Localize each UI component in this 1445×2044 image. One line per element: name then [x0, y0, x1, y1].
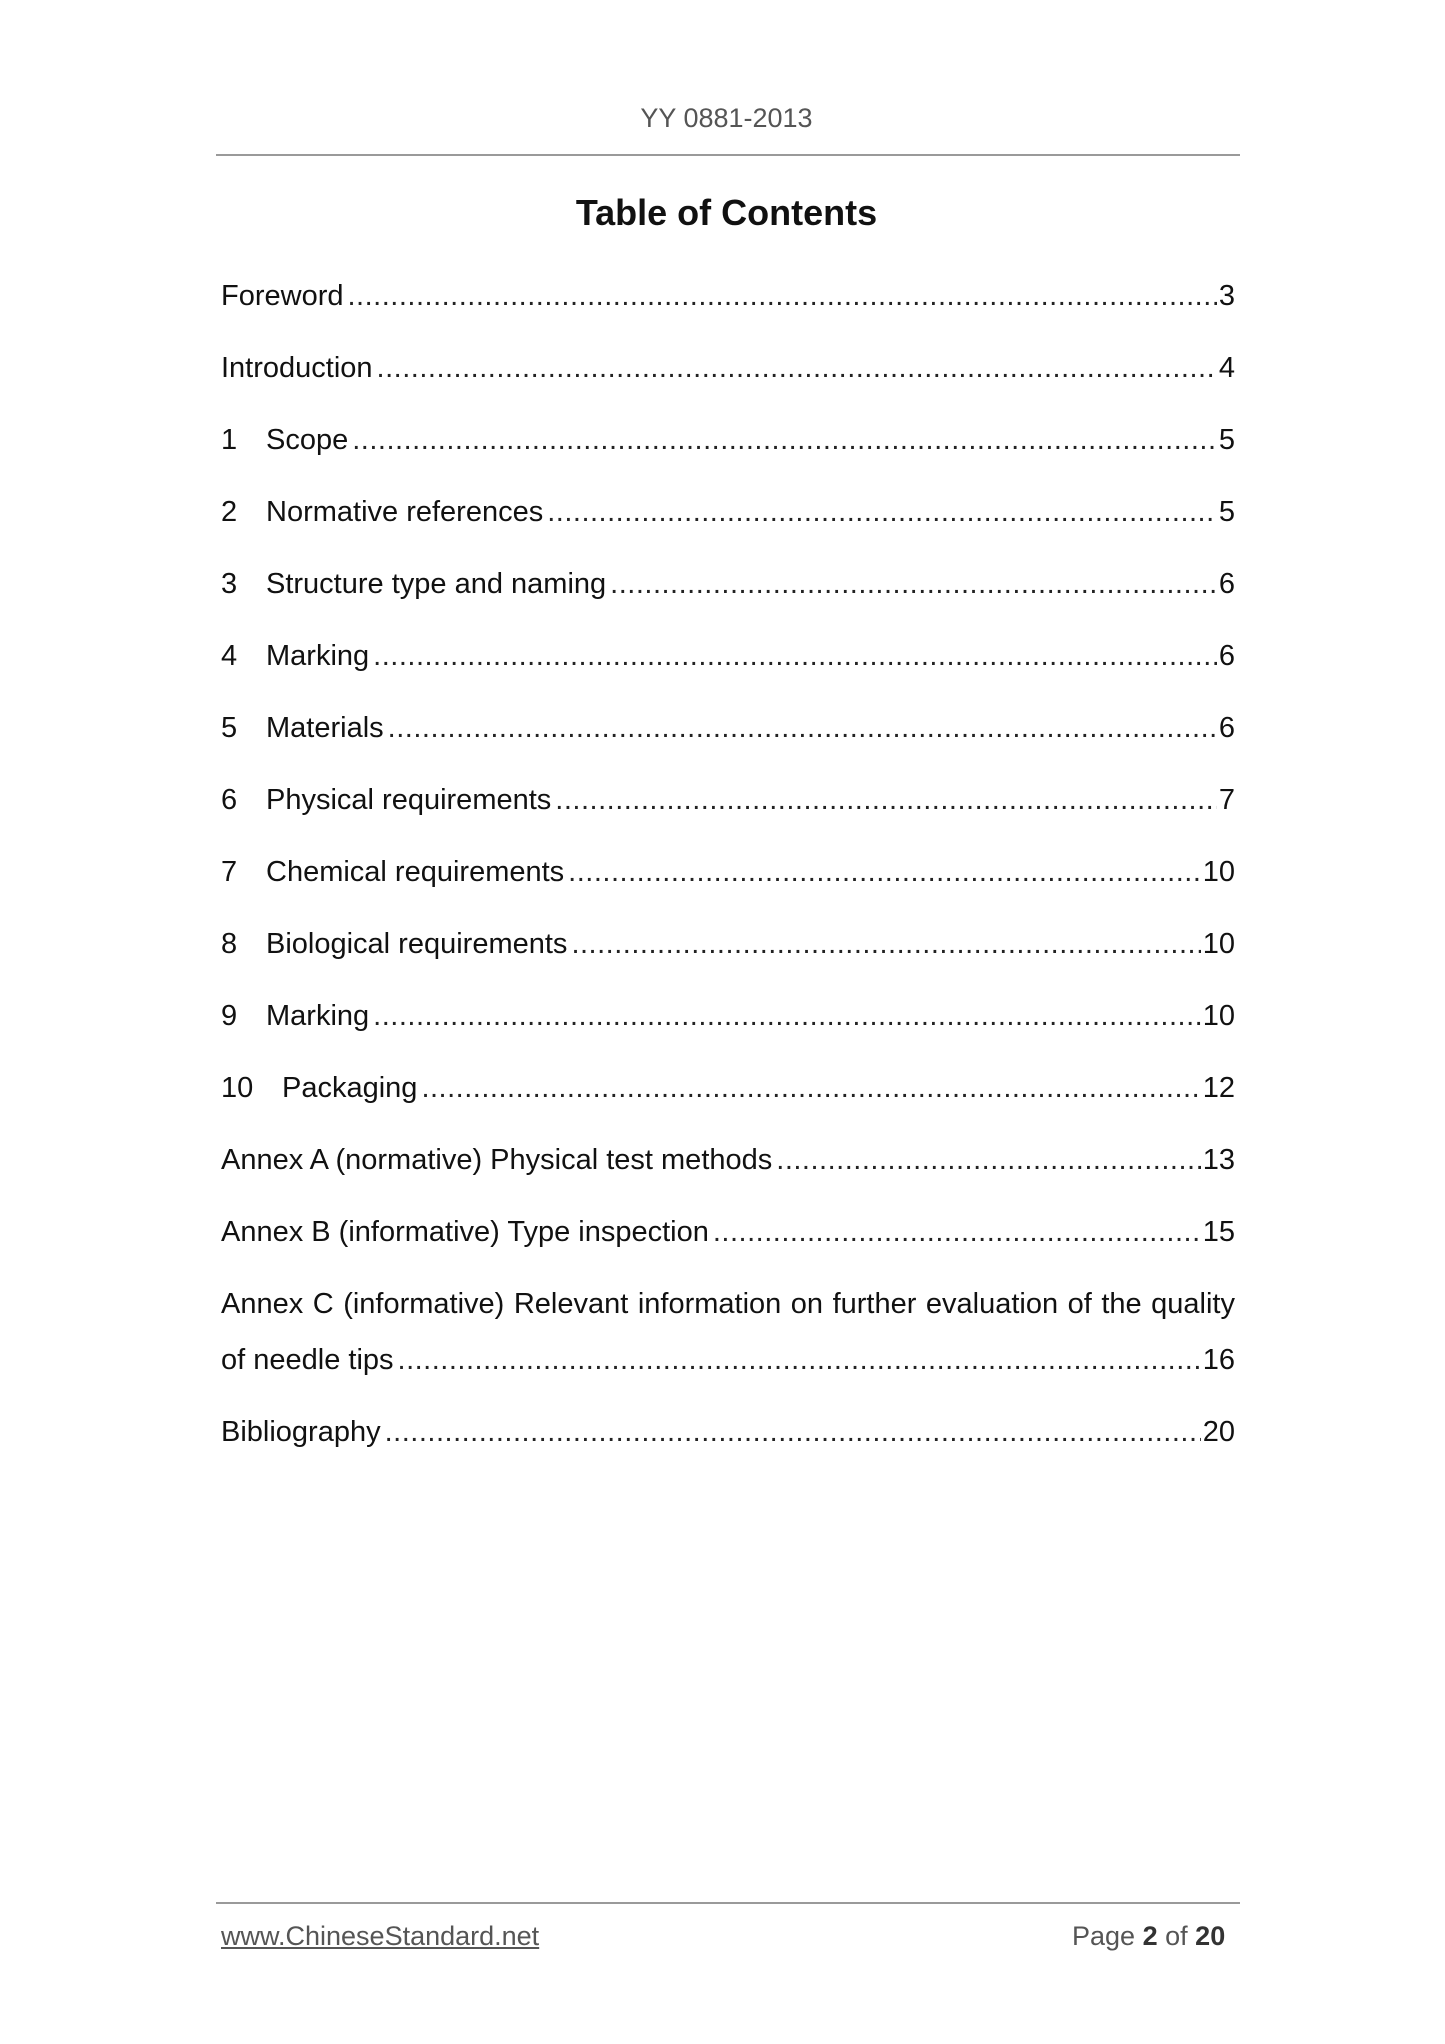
- leader-dots: [610, 564, 1217, 604]
- toc-entry-label: Packaging: [282, 1072, 418, 1104]
- toc-entry-label: Marking: [266, 1000, 370, 1032]
- toc-entry-number: 9: [221, 1000, 238, 1032]
- toc-entry-number: 8: [221, 928, 238, 960]
- toc-entry-annex-b[interactable]: [221, 1212, 1235, 1252]
- toc-entry-foreword[interactable]: [221, 276, 1235, 316]
- leader-dots: [776, 1140, 1200, 1180]
- toc-entry-chemical-requirements[interactable]: [221, 852, 1235, 892]
- toc-entry-page: 20: [1202, 1416, 1235, 1448]
- toc-entry-introduction[interactable]: [221, 348, 1235, 388]
- toc-entry-page: 10: [1202, 856, 1235, 888]
- toc-entry-page: 5: [1218, 496, 1235, 528]
- toc-entry-label: Physical requirements: [266, 784, 552, 816]
- toc-entry-number: 10: [221, 1072, 254, 1104]
- leader-dots: [373, 996, 1201, 1036]
- toc-entry-page: 12: [1202, 1072, 1235, 1104]
- page-prefix: Page: [1072, 1921, 1136, 1951]
- leader-dots: [348, 276, 1217, 316]
- leader-dots: [388, 708, 1217, 748]
- toc-entry-page: 13: [1202, 1144, 1235, 1176]
- leader-dots: [713, 1212, 1201, 1252]
- toc-entry-bibliography[interactable]: [221, 1412, 1235, 1452]
- leader-dots: [421, 1068, 1200, 1108]
- toc-entry-label: Bibliography: [221, 1416, 381, 1448]
- toc-entry-label: Normative references: [266, 496, 544, 528]
- toc-entry-annex-c[interactable]: [221, 1340, 1235, 1380]
- document-code-header: YY 0881-2013: [640, 103, 813, 133]
- toc-entry-physical-requirements[interactable]: [221, 780, 1235, 820]
- toc-entry-page: 3: [1218, 280, 1235, 312]
- leader-dots: [352, 420, 1217, 460]
- toc-entry-normative-references[interactable]: [221, 492, 1235, 532]
- page-title: Table of Contents: [575, 192, 878, 233]
- toc-entry-page: 7: [1218, 784, 1235, 816]
- toc-entry-label: Foreword: [221, 280, 344, 312]
- toc-entry-marking-2[interactable]: [221, 996, 1235, 1036]
- toc-entry-page: 5: [1218, 424, 1235, 456]
- toc-entry-label: Structure type and naming: [266, 568, 607, 600]
- toc-entry-page: 10: [1202, 1000, 1235, 1032]
- toc-entry-label: Annex A (normative) Physical test methods: [221, 1144, 773, 1176]
- toc-entry-label: of needle tips: [221, 1344, 394, 1376]
- toc-entry-label: Biological requirements: [266, 928, 568, 960]
- toc-entry-packaging[interactable]: [221, 1068, 1235, 1108]
- toc-entry-page: 10: [1202, 928, 1235, 960]
- toc-entry-page: 16: [1202, 1344, 1235, 1376]
- toc-entry-annex-a[interactable]: [221, 1140, 1235, 1180]
- toc-entry-scope[interactable]: [221, 420, 1235, 460]
- toc-entry-number: 3: [221, 568, 238, 600]
- leader-dots: [385, 1412, 1201, 1452]
- toc-entry-number: 4: [221, 640, 238, 672]
- page-of: of: [1165, 1921, 1188, 1951]
- page-total: 20: [1195, 1921, 1226, 1951]
- page-current: 2: [1142, 1921, 1158, 1951]
- toc-entry-marking[interactable]: [221, 636, 1235, 676]
- toc-entry-label: Scope: [266, 424, 349, 456]
- leader-dots: [547, 492, 1217, 532]
- toc-entry-page: 6: [1218, 712, 1235, 744]
- leader-dots: [568, 852, 1201, 892]
- leader-dots: [555, 780, 1217, 820]
- toc-entry-page: 6: [1218, 568, 1235, 600]
- header-divider: [216, 154, 1240, 156]
- toc-entry-label: Chemical requirements: [266, 856, 565, 888]
- toc-entry-page: 15: [1202, 1216, 1235, 1248]
- toc-entry-number: 5: [221, 712, 238, 744]
- toc-entry-number: 7: [221, 856, 238, 888]
- footer-website-link[interactable]: www.ChineseStandard.net: [221, 1921, 540, 1951]
- toc-entry-number: 1: [221, 424, 238, 456]
- toc-entry-number: 2: [221, 496, 238, 528]
- toc-entry-annex-c-line1[interactable]: Annex C (informative) Relevant information on further evaluation of the quality: [221, 1288, 1235, 1320]
- toc-entry-label: Materials: [266, 712, 384, 744]
- toc-entry-page: 6: [1218, 640, 1235, 672]
- leader-dots: [377, 348, 1217, 388]
- footer-divider: [216, 1902, 1240, 1904]
- toc-entry-page: 4: [1218, 352, 1235, 384]
- leader-dots: [571, 924, 1200, 964]
- leader-dots: [398, 1340, 1201, 1380]
- toc-entry-biological-requirements[interactable]: [221, 924, 1235, 964]
- toc-entry-materials[interactable]: [221, 708, 1235, 748]
- leader-dots: [373, 636, 1217, 676]
- toc-entry-label: Marking: [266, 640, 370, 672]
- toc-entry-structure-type[interactable]: [221, 564, 1235, 604]
- toc-entry-label: Annex B (informative) Type inspection: [221, 1216, 709, 1248]
- toc-entry-number: 6: [221, 784, 238, 816]
- toc-entry-label: Introduction: [221, 352, 373, 384]
- footer-page-indicator: [1072, 1921, 1225, 1952]
